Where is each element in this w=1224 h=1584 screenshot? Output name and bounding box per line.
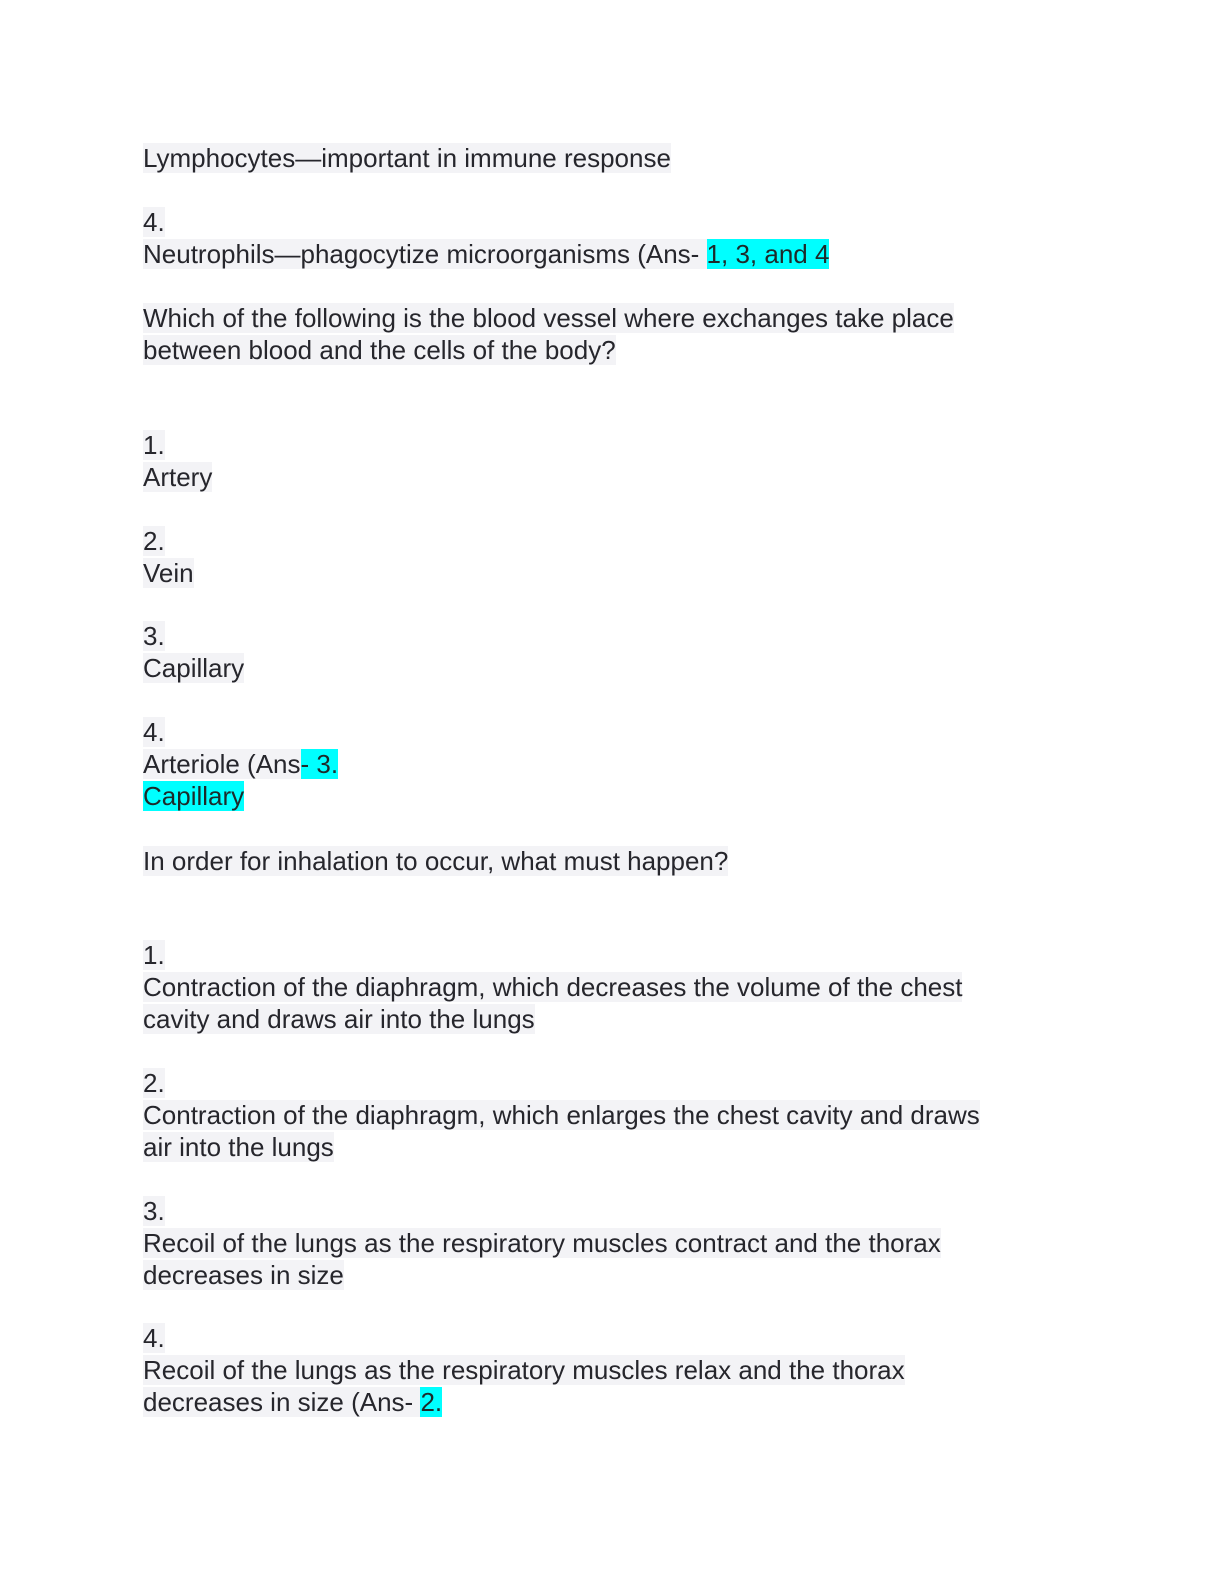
q3-option-4-number: 4.: [143, 1323, 165, 1353]
q3-option-1: [143, 939, 962, 1035]
q3-option-1-number: 1.: [143, 940, 165, 970]
q3-option-2-number: 2.: [143, 1068, 165, 1098]
q2-answer-text-highlight: Capillary: [143, 781, 245, 811]
q2-option-3: [143, 620, 244, 684]
q2-answer-highlight: - 3.: [300, 749, 339, 779]
q3-option-3-line-2: decreases in size: [143, 1260, 344, 1290]
q3-option-2-line-1: Contraction of the diaphragm, which enlarges the chest cavity and draws: [143, 1100, 980, 1130]
q3-answer-highlight: 2.: [420, 1387, 443, 1417]
q2-question-line-2: between blood and the cells of the body?: [143, 335, 616, 365]
q3-option-3-number: 3.: [143, 1196, 165, 1226]
q3-option-2: [143, 1067, 980, 1163]
q2-option-2-number: 2.: [143, 526, 165, 556]
q2-option-3-text: Capillary: [143, 653, 245, 683]
q2-option-1: [143, 429, 212, 493]
q2-question: [143, 302, 954, 366]
q1-answer-highlight: 1, 3, and 4: [706, 239, 830, 269]
q3-option-1-line-2: cavity and draws air into the lungs: [143, 1004, 535, 1034]
q3-option-3-line-1: Recoil of the lungs as the respiratory muscles contract and the thorax: [143, 1228, 941, 1258]
q3-option-4-line-1: Recoil of the lungs as the respiratory muscles relax and the thorax: [143, 1355, 905, 1385]
q1-option-4-number: 4.: [143, 207, 165, 237]
lymphocytes-line: [143, 142, 671, 174]
q2-option-4: [143, 716, 338, 812]
q3-option-4-line-2: decreases in size (Ans-: [143, 1387, 421, 1417]
q2-option-4-text: Arteriole (Ans: [143, 749, 301, 779]
q2-option-4-number: 4.: [143, 717, 165, 747]
q2-option-1-number: 1.: [143, 430, 165, 460]
neutrophils-text: Neutrophils—phagocytize microorganisms (Ans-: [143, 239, 707, 269]
q3-option-4: [143, 1322, 905, 1418]
q3-option-3: [143, 1195, 941, 1291]
q2-option-1-text: Artery: [143, 462, 213, 492]
q3-question: [143, 845, 728, 877]
q3-question-text: In order for inhalation to occur, what must happen?: [143, 846, 729, 876]
q2-option-3-number: 3.: [143, 621, 165, 651]
q1-option-4-block: [143, 206, 829, 270]
q2-option-2-text: Vein: [143, 558, 194, 588]
lymphocytes-text: Lymphocytes—important in immune response: [143, 143, 671, 173]
q2-question-line-1: Which of the following is the blood vessel where exchanges take place: [143, 303, 954, 333]
q2-option-2: [143, 525, 194, 589]
q3-option-2-line-2: air into the lungs: [143, 1132, 334, 1162]
q3-option-1-line-1: Contraction of the diaphragm, which decreases the volume of the chest: [143, 972, 963, 1002]
